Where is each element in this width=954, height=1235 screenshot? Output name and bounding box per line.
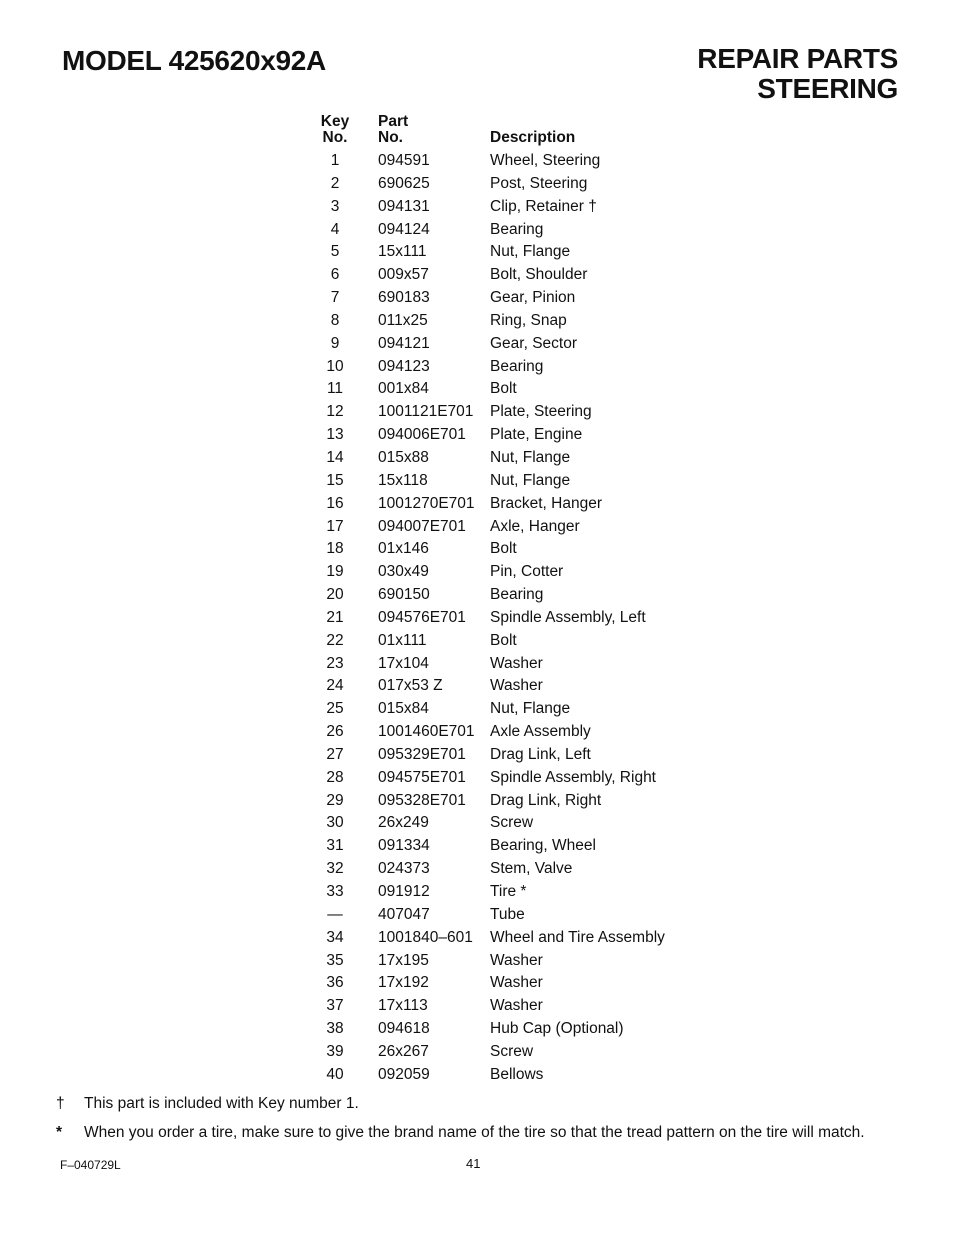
part-no-cell: 094007E701 (378, 517, 466, 535)
part-no-cell: 094591 (378, 152, 430, 169)
table-row (310, 219, 790, 242)
description-cell: Tire * (490, 883, 527, 900)
part-no-cell: 017x53 Z (378, 677, 443, 695)
description-cell: Hub Cap (Optional) (490, 1020, 624, 1038)
part-no-cell: 1001840–601 (378, 928, 473, 946)
key-no-cell: 19 (326, 563, 344, 581)
part-no-cell: 015x84 (378, 700, 429, 718)
description-cell: Washer (490, 654, 543, 672)
part-no-cell: 094131 (378, 197, 430, 215)
part-no-cell: 01x146 (378, 540, 429, 558)
description-cell: Spindle Assembly, Right (490, 768, 656, 786)
table-row (310, 835, 790, 858)
parts-table-body (310, 150, 790, 1087)
key-no-cell: 35 (326, 951, 344, 969)
table-row (310, 287, 790, 310)
part-no-cell: 091912 (378, 883, 430, 900)
part-no-cell: 15x118 (378, 471, 428, 489)
description-cell: Post, Steering (490, 174, 588, 192)
part-no-cell: 1001121E701 (378, 403, 474, 421)
part-no-cell: 690625 (378, 174, 430, 192)
description-cell: Bracket, Hanger (490, 494, 602, 512)
key-no-cell: 29 (326, 791, 344, 809)
footnote-star (56, 1123, 865, 1143)
key-no-cell: 8 (330, 311, 340, 329)
table-row (310, 1018, 790, 1041)
description-cell: Stem, Valve (490, 860, 573, 878)
description-cell: Bearing (490, 357, 544, 375)
part-no-cell: 015x88 (378, 448, 429, 466)
part-no-cell: 407047 (378, 905, 430, 923)
description-cell: Bolt (490, 540, 517, 558)
part-no-cell: 092059 (378, 1065, 430, 1083)
key-no-header (310, 114, 360, 150)
table-row (310, 264, 790, 287)
part-no-cell: 690183 (378, 289, 430, 307)
key-no-cell: 3 (330, 197, 340, 215)
key-no-cell: 22 (326, 631, 344, 649)
key-no-cell: 36 (326, 974, 344, 992)
description-cell: Nut, Flange (490, 700, 571, 718)
part-no-cell: 095328E701 (378, 791, 466, 809)
table-row (310, 767, 790, 790)
dagger-footnote-text: This part is included with Key number 1. (84, 1095, 359, 1112)
table-row (310, 241, 790, 264)
key-no-cell: 40 (326, 1065, 344, 1083)
table-row (310, 333, 790, 356)
section-title-line2: STEERING (757, 73, 898, 104)
table-row (310, 310, 790, 333)
key-no-cell: 37 (326, 997, 344, 1015)
key-no-cell: 38 (326, 1020, 344, 1038)
model-title: MODEL 425620x92A (62, 45, 326, 76)
part-no-cell: 1001270E701 (378, 494, 475, 512)
description-cell: Plate, Steering (490, 403, 592, 421)
key-no-cell: 20 (326, 586, 344, 604)
table-row (310, 858, 790, 881)
key-no-cell: 18 (326, 540, 344, 558)
description-cell: Bolt, Shoulder (490, 266, 588, 284)
table-header-row (310, 114, 790, 150)
description-cell: Wheel, Steering (490, 152, 601, 169)
key-no-cell: 23 (326, 654, 344, 672)
table-row (310, 447, 790, 470)
description-header (490, 114, 790, 150)
parts-table (310, 114, 790, 1087)
part-no-cell: 091334 (378, 837, 430, 855)
part-no-cell: 1001460E701 (378, 723, 475, 741)
table-row (310, 721, 790, 744)
dagger-mark: † (56, 1095, 65, 1112)
part-no-cell: 094123 (378, 357, 430, 375)
part-no-cell: 17x113 (378, 997, 428, 1015)
description-cell: Drag Link, Right (490, 791, 602, 809)
table-row (310, 173, 790, 196)
key-no-cell: 4 (330, 220, 340, 238)
section-title-line1: REPAIR PARTS (697, 43, 898, 74)
part-no-cell: 094006E701 (378, 426, 466, 444)
footnote-dagger (56, 1094, 359, 1114)
key-no-cell: 26 (326, 723, 344, 741)
key-no-cell: 27 (326, 745, 344, 763)
part-no-cell: 009x57 (378, 266, 429, 284)
key-no-cell: 21 (326, 608, 344, 626)
description-cell: Screw (490, 1042, 534, 1060)
key-no-cell: 30 (326, 814, 344, 832)
table-row (310, 630, 790, 653)
description-cell: Nut, Flange (490, 471, 571, 489)
table-row (310, 516, 790, 539)
key-header-line1: Key (320, 113, 350, 130)
table-row (310, 790, 790, 813)
table-row (310, 995, 790, 1018)
form-code: F–040729L (60, 1158, 121, 1172)
description-cell: Gear, Sector (490, 334, 578, 352)
table-row (310, 698, 790, 721)
part-no-cell: 17x195 (378, 951, 429, 969)
table-row (310, 950, 790, 973)
table-row (310, 196, 790, 219)
description-cell: Drag Link, Left (490, 745, 591, 763)
key-no-cell: 31 (326, 837, 344, 855)
key-no-cell: 34 (326, 928, 344, 946)
table-row (310, 881, 790, 904)
key-no-cell: 28 (326, 768, 344, 786)
part-no-cell: 094618 (378, 1020, 430, 1038)
table-row (310, 744, 790, 767)
key-no-cell: 39 (326, 1042, 344, 1060)
part-no-cell: 17x104 (378, 654, 429, 672)
part-no-cell: 690150 (378, 586, 430, 604)
part-no-cell: 17x192 (378, 974, 429, 992)
part-no-cell: 095329E701 (378, 745, 466, 763)
table-row (310, 972, 790, 995)
description-cell: Bolt (490, 631, 517, 649)
table-row (310, 904, 790, 927)
table-row (310, 150, 790, 173)
table-row (310, 561, 790, 584)
description-cell: Nut, Flange (490, 243, 571, 261)
part-no-cell: 01x111 (378, 631, 427, 649)
table-row (310, 1064, 790, 1087)
table-row (310, 538, 790, 561)
part-no-cell: 094121 (378, 334, 430, 352)
description-cell: Pin, Cotter (490, 563, 564, 581)
part-header-line2: No. (378, 129, 403, 146)
description-cell: Bolt (490, 380, 517, 398)
key-no-cell: 32 (326, 860, 344, 878)
key-no-cell: 9 (330, 334, 340, 352)
part-no-cell: 011x25 (378, 311, 428, 329)
star-footnote-text: When you order a tire, make sure to give the brand name of the tire so that the tread pattern on the tire will match. (84, 1124, 865, 1141)
description-cell: Washer (490, 677, 543, 695)
part-no-cell: 094124 (378, 220, 430, 238)
table-row (310, 401, 790, 424)
key-no-cell: 7 (330, 289, 340, 307)
part-no-cell: 15x111 (378, 243, 427, 261)
part-no-header (360, 114, 490, 150)
description-cell: Spindle Assembly, Left (490, 608, 646, 626)
key-no-cell: 6 (330, 266, 340, 284)
key-no-cell: 5 (330, 243, 340, 261)
description-cell: Bearing (490, 220, 544, 238)
table-row (310, 584, 790, 607)
key-no-cell: 1 (330, 152, 340, 169)
key-no-cell: 11 (326, 380, 344, 398)
description-cell: Axle Assembly (490, 723, 591, 741)
section-title (697, 44, 898, 104)
table-row (310, 378, 790, 401)
key-no-cell: 2 (330, 174, 340, 192)
key-no-cell: 15 (326, 471, 344, 489)
part-no-cell: 024373 (378, 860, 430, 878)
table-row (310, 493, 790, 516)
table-row (310, 607, 790, 630)
part-no-cell: 094576E701 (378, 608, 466, 626)
description-header-label: Description (490, 129, 576, 146)
table-row (310, 1041, 790, 1064)
description-cell: Plate, Engine (490, 426, 583, 444)
page-number: 41 (466, 1156, 481, 1171)
key-no-cell: 10 (326, 357, 344, 375)
table-row (310, 675, 790, 698)
key-no-cell: 24 (326, 677, 344, 695)
part-no-cell: 030x49 (378, 563, 429, 581)
key-no-cell: 12 (326, 403, 344, 421)
description-cell: Washer (490, 951, 543, 969)
description-cell: Axle, Hanger (490, 517, 580, 535)
description-cell: Bearing (490, 586, 544, 604)
table-row (310, 424, 790, 447)
key-no-cell: 14 (326, 448, 344, 466)
part-no-cell: 001x84 (378, 380, 429, 398)
description-cell: Bearing, Wheel (490, 837, 596, 855)
key-no-cell: 17 (326, 517, 344, 535)
description-cell: Tube (490, 905, 525, 923)
key-no-cell: 25 (326, 700, 344, 718)
key-no-cell: — (327, 905, 343, 923)
part-no-cell: 094575E701 (378, 768, 466, 786)
description-cell: Bellows (490, 1065, 544, 1083)
table-row (310, 470, 790, 493)
table-row (310, 653, 790, 676)
part-no-cell: 26x249 (378, 814, 429, 832)
part-no-cell: 26x267 (378, 1042, 429, 1060)
star-mark: * (56, 1124, 63, 1141)
description-cell: Ring, Snap (490, 311, 567, 329)
description-cell: Clip, Retainer † (490, 197, 597, 215)
table-row (310, 356, 790, 379)
description-cell: Gear, Pinion (490, 289, 576, 307)
table-row (310, 927, 790, 950)
key-no-cell: 13 (326, 426, 344, 444)
table-row (310, 812, 790, 835)
key-header-line2: No. (322, 129, 348, 146)
description-cell: Washer (490, 974, 543, 992)
key-no-cell: 16 (326, 494, 344, 512)
description-cell: Wheel and Tire Assembly (490, 928, 665, 946)
key-no-cell: 33 (326, 883, 344, 900)
part-header-line1: Part (378, 113, 409, 130)
description-cell: Screw (490, 814, 534, 832)
description-cell: Nut, Flange (490, 448, 571, 466)
description-cell: Washer (490, 997, 543, 1015)
